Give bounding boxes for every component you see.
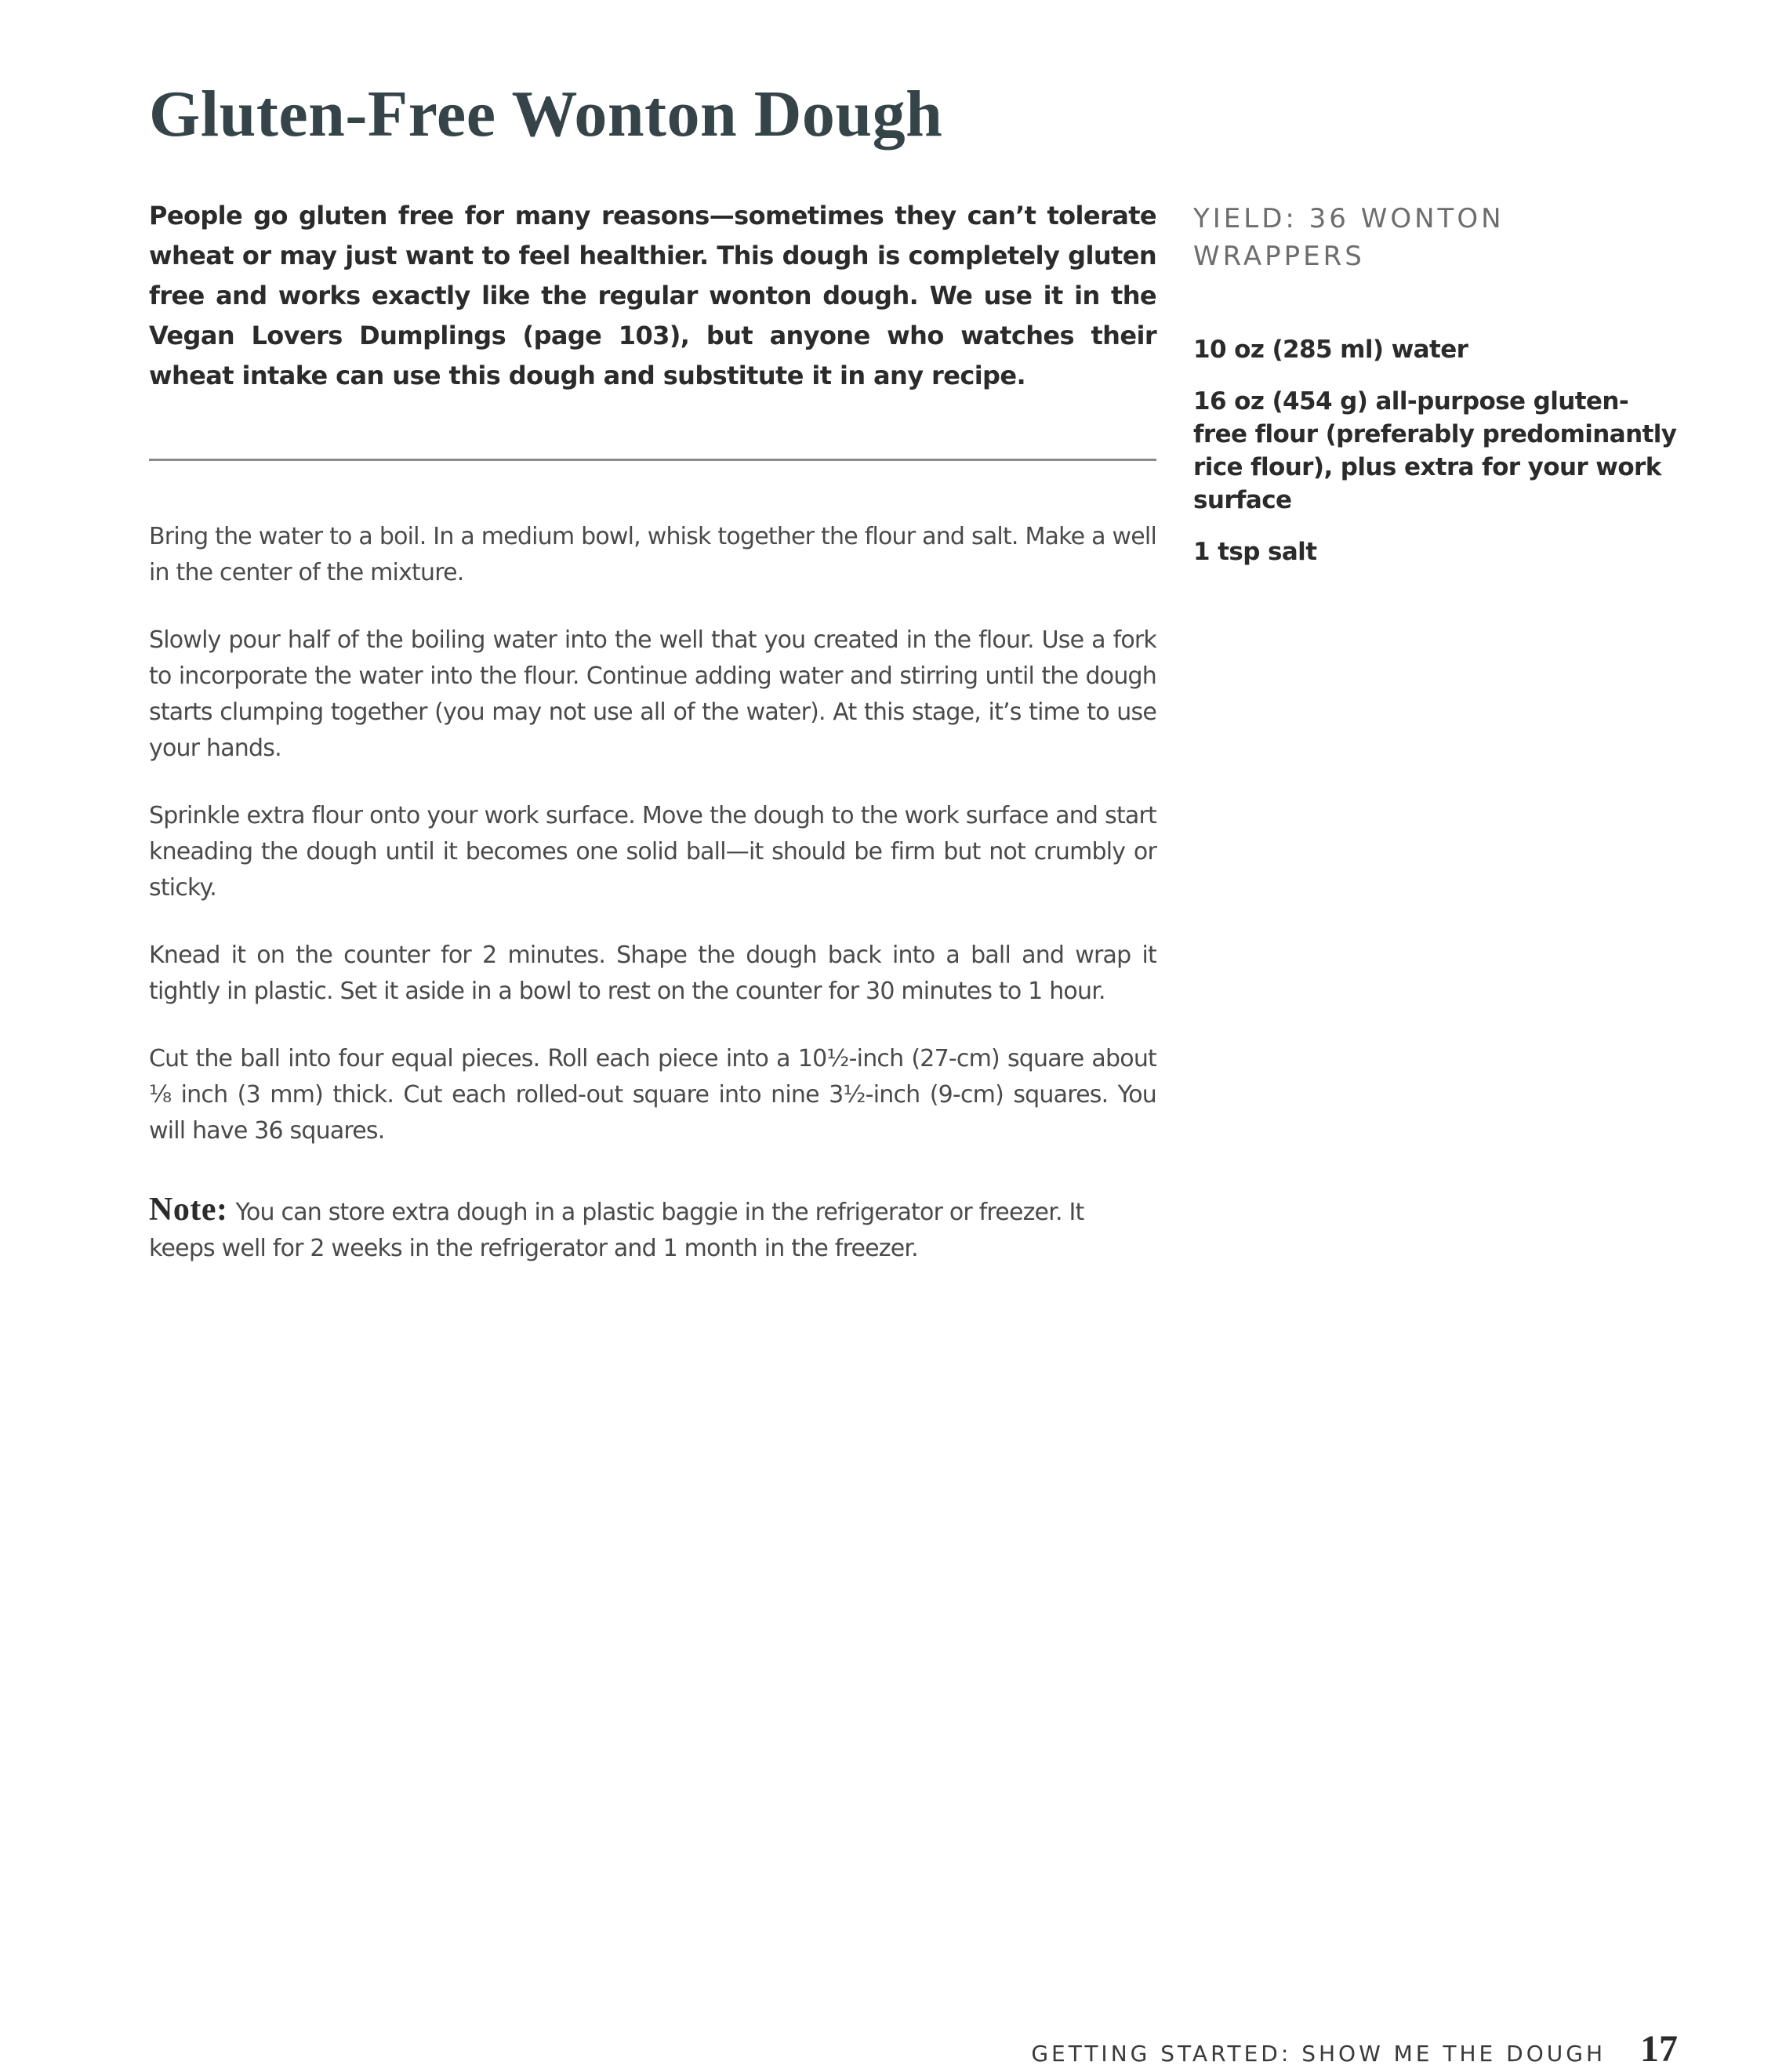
step-paragraph: Bring the water to a boil. In a medium bowl, whisk together the flour and salt. Make a well in the center of the mixture. bbox=[149, 523, 1156, 586]
ingredient-item: 10 oz (285 ml) water bbox=[1193, 336, 1468, 364]
running-footer-section: GETTING STARTED: SHOW ME THE DOUGH bbox=[1031, 2041, 1606, 2067]
step-paragraph: Sprinkle extra flour onto your work surface. Move the dough to the work surface and start kneading the dough until it becomes one solid ball—it should be firm but not crumbly or sticky. bbox=[149, 802, 1156, 902]
intro-paragraph: People go gluten free for many reasons—sometimes they can’t tolerate wheat or may just want to feel healthier. This dough is completely gluten free and works exactly like the regular wonton dough. We use it in the Vegan Lovers Dumplings (page 103), but anyone who watches their wheat intake can use this dough and substitute it in any recipe. bbox=[149, 201, 1156, 390]
page-footer bbox=[1031, 2027, 1678, 2070]
ingredients-sidebar bbox=[1193, 200, 1679, 587]
note-label: Note: bbox=[149, 1192, 228, 1228]
step-paragraph: Cut the ball into four equal pieces. Roll each piece into a 10½-inch (27-cm) square about ⅛ inch (3 mm) thick. Cut each rolled-out square into nine 3½-inch (9-cm) squares. You will have 36 squares. bbox=[149, 1045, 1156, 1145]
page-title: Gluten-Free Wonton Dough bbox=[149, 78, 943, 151]
step-paragraph: Slowly pour half of the boiling water into the well that you created in the flour. Use a fork to incorporate the water into the flour. Continue adding water and stirring until the dough starts clumping together (you may not use all of the water). At this stage, it’s time to use your hands. bbox=[149, 626, 1156, 762]
note-paragraph bbox=[149, 1192, 1156, 1267]
note-text: You can store extra dough in a plastic baggie in the refrigerator or freezer. It keeps well for 2 weeks in the refrigerator and 1 month in the freezer. bbox=[149, 1199, 1084, 1262]
yield-text: YIELD: 36 WONTON WRAPPERS bbox=[1193, 203, 1505, 272]
section-divider bbox=[149, 459, 1156, 461]
ingredient-item: 16 oz (454 g) all-purpose gluten-free flour (preferably predominantly rice flour), plus extra for your work surface bbox=[1193, 387, 1677, 514]
ingredient-item: 1 tsp salt bbox=[1193, 538, 1317, 566]
page-number: 17 bbox=[1640, 2028, 1678, 2070]
step-paragraph: Knead it on the counter for 2 minutes. Shape the dough back into a ball and wrap it tightly in plastic. Set it aside in a bowl to rest on the counter for 30 minutes to 1 hour. bbox=[149, 942, 1156, 1005]
instruction-steps bbox=[149, 519, 1156, 1181]
